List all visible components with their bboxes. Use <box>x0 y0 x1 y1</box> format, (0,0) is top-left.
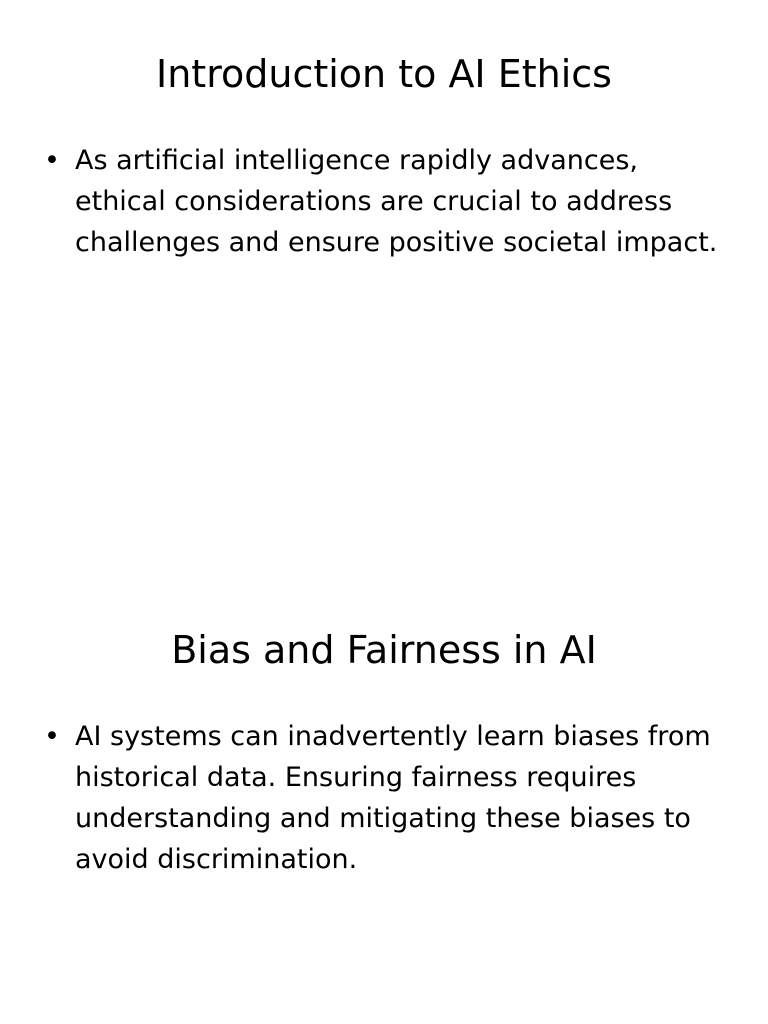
bullet-list <box>44 140 724 263</box>
bullet-list <box>44 716 724 880</box>
bullet-icon: • <box>44 721 60 752</box>
bullet-text: As artificial intelligence rapidly advances, ethical considerations are crucial to address challenges and ensure positive societal impact. <box>75 145 718 258</box>
bullet-item <box>44 716 724 880</box>
bullet-text: AI systems can inadvertently learn biases from historical data. Ensuring fairness requires understanding and mitigating these biases to avoid discrimination. <box>75 721 711 875</box>
slide-bias-fairness <box>0 576 768 1024</box>
slide-title: Bias and Fairness in AI <box>171 628 597 672</box>
bullet-item <box>44 140 724 263</box>
slide-title: Introduction to AI Ethics <box>156 52 612 96</box>
bullet-icon: • <box>44 145 60 176</box>
